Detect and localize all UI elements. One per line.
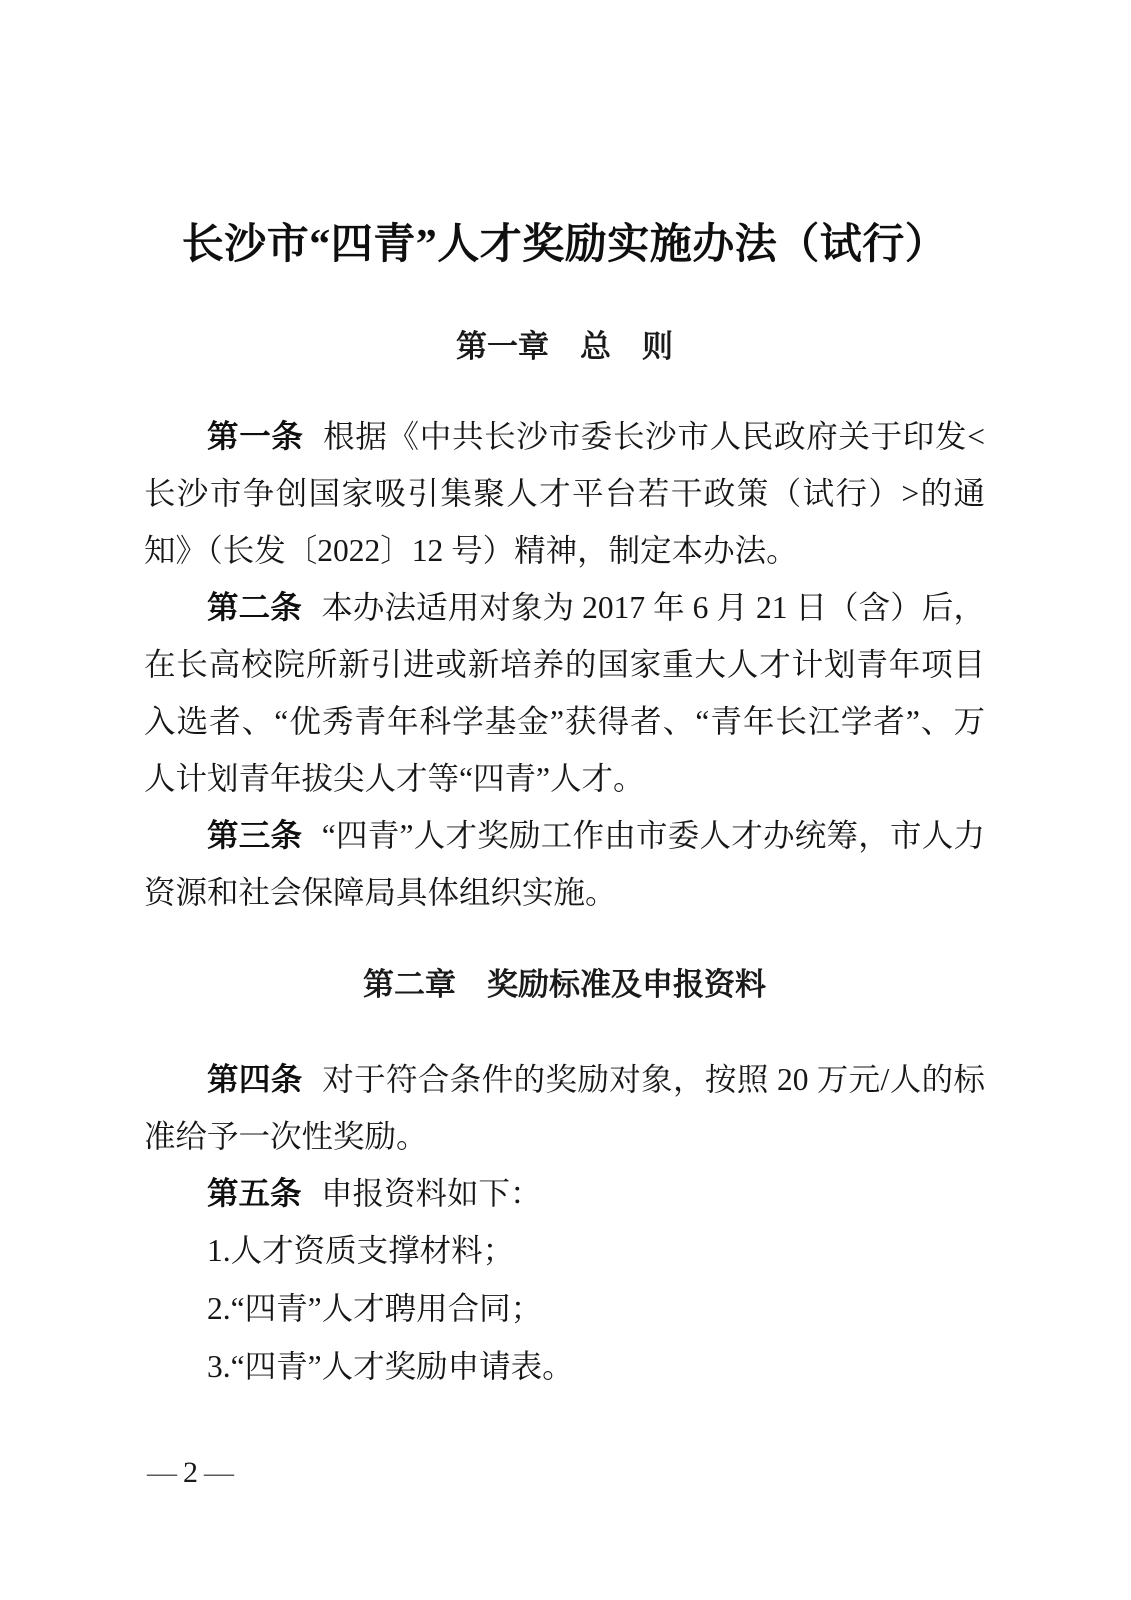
article-3-text: “四青”人才奖励工作由市委人才办统筹，市人力资源和社会保障局具体组织实施。 bbox=[144, 818, 985, 910]
article-3-label: 第三条 bbox=[207, 818, 303, 853]
article-5-paragraph bbox=[144, 1165, 985, 1222]
page-number-dash-left: — bbox=[147, 1456, 179, 1489]
list-item-2: 2.“四青”人才聘用合同； bbox=[207, 1291, 543, 1326]
chapter-2-heading: 第二章 奖励标准及申报资料 bbox=[363, 967, 766, 1002]
article-1-text: 根据《中共长沙市委长沙市人民政府关于印发<长沙市争创国家吸引集聚人才平台若干政策（试行）>的通知》（长发〔2022〕12 号）精神，制定本办法。 bbox=[144, 419, 985, 568]
list-item-1: 1.人才资质支撑材料； bbox=[207, 1233, 515, 1268]
article-2-paragraph bbox=[144, 579, 985, 807]
page-number bbox=[147, 1458, 236, 1488]
article-5-label: 第五条 bbox=[207, 1176, 302, 1211]
chapter-1-heading: 第一章 总 则 bbox=[456, 329, 673, 364]
article-4-paragraph bbox=[144, 1051, 985, 1165]
article-1-paragraph bbox=[144, 408, 985, 579]
article-4-text: 对于符合条件的奖励对象，按照 20 万元/人的标准给予一次性奖励。 bbox=[144, 1062, 985, 1154]
article-5-text: 申报资料如下： bbox=[321, 1176, 542, 1211]
document-title: 长沙市“四青”人才奖励实施办法（试行） bbox=[181, 222, 948, 268]
article-4-label: 第四条 bbox=[207, 1062, 303, 1097]
article-2-label: 第二条 bbox=[207, 590, 302, 625]
article-1-label: 第一条 bbox=[207, 419, 304, 454]
list-item-3: 3.“四青”人才奖励申请表。 bbox=[207, 1349, 574, 1384]
page-number-value: 2 bbox=[183, 1456, 200, 1489]
article-3-paragraph bbox=[144, 807, 985, 921]
article-2-text: 本办法适用对象为 2017 年 6 月 21 日（含）后，在长高校院所新引进或新培养的国家重大人才计划青年项目入选者、“优秀青年科学基金”获得者、“青年长江学者”、万人计划青年拔尖人才等“四青”人才。 bbox=[144, 590, 985, 796]
page-number-dash-right: — bbox=[204, 1456, 236, 1489]
